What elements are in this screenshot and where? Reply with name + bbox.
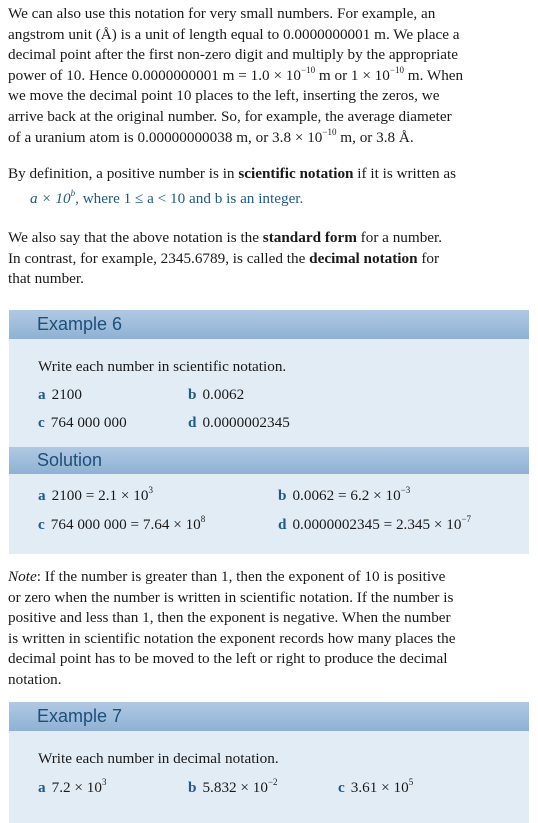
item-label: c — [38, 414, 45, 431]
exponent: −10 — [389, 64, 404, 75]
term-decimal-notation: decimal notation — [309, 249, 418, 267]
intro-line: decimal point after the first non-zero digit and multiply by the appropriate — [8, 46, 459, 64]
text-run: We also say that the above notation is the — [8, 229, 263, 246]
exponent: −7 — [461, 513, 472, 524]
standard-line — [8, 249, 530, 270]
item-label: d — [278, 516, 287, 533]
example-6-instruction: Write each number in scientific notation. — [38, 358, 287, 375]
item-label: c — [38, 516, 45, 533]
item-label: a — [38, 386, 46, 403]
item-label: b — [278, 487, 287, 504]
intro-paragraph — [8, 4, 530, 148]
example-7-instruction: Write each number in decimal notation. — [38, 750, 279, 767]
standard-line: that number. — [8, 270, 84, 288]
item-value: 0.0062 — [202, 386, 245, 403]
text-run: for — [417, 249, 440, 267]
solution-c — [38, 513, 206, 534]
text-run: m. When — [403, 66, 464, 84]
text-run: of a uranium atom is 0.00000000038 m, or 3.8 × 10 — [8, 128, 323, 146]
intro-line: angstrom unit (Å) is a unit of length equal to 0.0000000001 m. We place a — [8, 25, 460, 43]
text-run: if it is written as — [353, 165, 457, 182]
standard-line — [8, 228, 530, 249]
item-label: c — [338, 779, 345, 796]
formula-base: a × 10 — [30, 190, 71, 207]
text-run: m, or 3.8 Å. — [336, 128, 414, 146]
solution-a — [38, 484, 153, 505]
exponent: 8 — [200, 513, 206, 524]
text-run: for a number. — [356, 229, 443, 246]
item-value: 5.832 × 10 — [202, 779, 268, 796]
intro-line: arrive back at the original number. So, for example, the average diameter — [8, 107, 452, 125]
solution-text: 0.0062 = 6.2 × 10 — [292, 487, 401, 504]
solution-title: Solution — [9, 447, 529, 474]
item-value: 3.61 × 10 — [350, 779, 409, 796]
definition-line — [8, 164, 530, 185]
term-standard-form: standard form — [262, 229, 357, 246]
note-line: positive and less than 1, then the exponent is negative. When the number — [8, 609, 451, 627]
intro-line: We can also use this notation for very small numbers. For example, an — [8, 5, 436, 22]
example-6-item-b — [188, 386, 244, 404]
standard-form-paragraph — [8, 228, 530, 290]
solution-text: 764 000 000 = 7.64 × 10 — [50, 516, 201, 533]
solution-text: 0.0000002345 = 2.345 × 10 — [292, 516, 462, 533]
item-label: b — [188, 386, 197, 403]
term-scientific-notation: scientific notation — [238, 165, 354, 182]
text-run: By definition, a positive number is in — [8, 165, 239, 182]
exponent: 3 — [148, 484, 153, 495]
exponent: −2 — [267, 776, 278, 787]
text-run: In contrast, for example, 2345.6789, is called the — [8, 249, 310, 267]
item-label: a — [38, 487, 46, 504]
exponent: b — [70, 187, 76, 198]
exponent: −3 — [400, 484, 411, 495]
exponent: −10 — [301, 64, 316, 75]
intro-line — [8, 128, 530, 149]
text-run: m or 1 × 10 — [315, 66, 390, 84]
item-value: 764 000 000 — [50, 414, 127, 431]
solution-b — [278, 484, 411, 505]
item-label: a — [38, 779, 46, 796]
definition-formula — [30, 187, 304, 208]
example-7-item-b — [188, 776, 278, 797]
text-run: power of 10. Hence 0.0000000001 m = 1.0 × 10 — [8, 66, 301, 84]
intro-line — [8, 66, 530, 87]
solution-text: 2100 = 2.1 × 10 — [51, 487, 149, 504]
note-line: notation. — [8, 670, 62, 688]
example-7-title: Example 7 — [9, 702, 529, 731]
definition-paragraph — [8, 164, 530, 185]
item-label: d — [188, 414, 197, 431]
note-line: is written in scientific notation the exponent records how many places the — [8, 629, 456, 647]
note-paragraph — [8, 567, 530, 691]
exponent: 5 — [408, 776, 414, 787]
intro-line: we move the decimal point 10 places to the left, inserting the zeros, we — [8, 87, 440, 105]
item-value: 7.2 × 10 — [51, 779, 102, 796]
example-7-item-a — [38, 776, 107, 797]
item-label: b — [188, 779, 197, 796]
example-6-item-c — [38, 414, 127, 432]
example-6-item-a — [38, 386, 82, 404]
example-6-item-d — [188, 414, 290, 432]
solution-d — [278, 513, 472, 534]
item-value: 0.0000002345 — [202, 414, 290, 431]
note-line: decimal point has to be moved to the left or right to produce the decimal — [8, 650, 448, 668]
formula-condition: , where 1 ≤ a < 10 and b is an integer. — [75, 190, 304, 207]
item-value: 2100 — [51, 386, 82, 403]
text-run: : If the number is greater than 1, then the exponent of 10 is positive — [36, 568, 446, 585]
note-line: or zero when the number is written in scientific notation. If the number is — [8, 588, 454, 606]
note-label: Note — [8, 568, 37, 585]
example-6-title: Example 6 — [9, 310, 529, 339]
exponent: 3 — [101, 776, 107, 787]
note-line — [8, 567, 530, 588]
example-7-item-c — [338, 776, 414, 797]
exponent: −10 — [322, 126, 337, 137]
